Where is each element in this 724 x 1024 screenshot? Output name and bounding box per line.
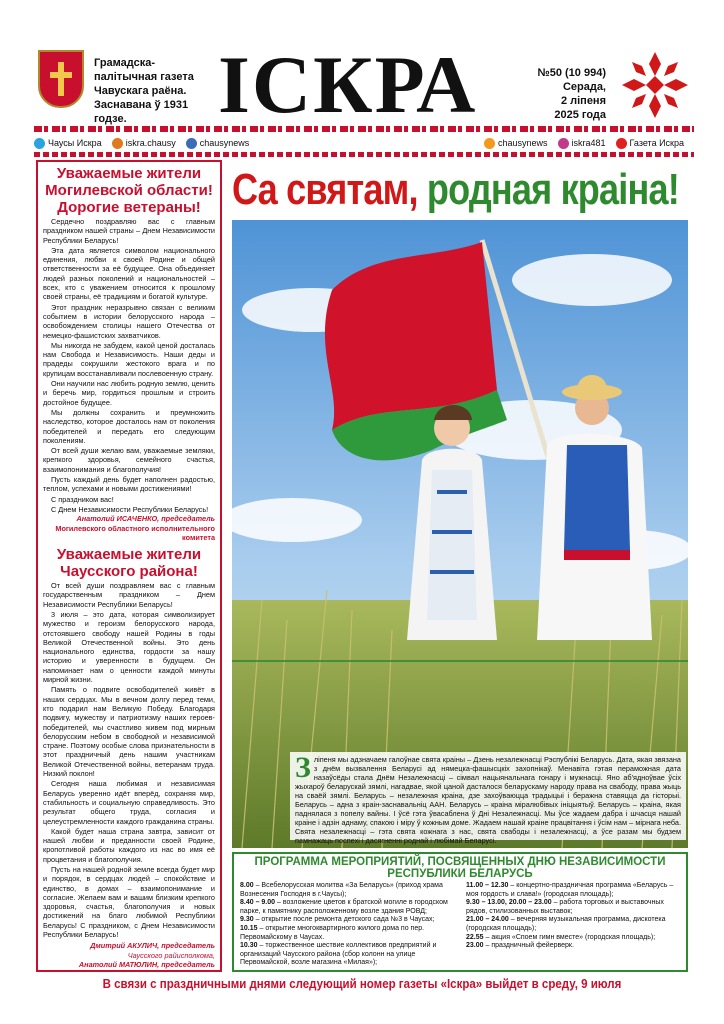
program-item: 10.15 – открытие многоквартирного жилого дома по пер. Первомайскому в Чаусах.	[240, 924, 425, 941]
next-issue-notice: В связи с праздничными днями следующий номер газеты «Іскра» выйдет в среду, 9 июля	[102, 977, 622, 991]
social-instagram[interactable]: iskra481	[558, 138, 606, 149]
social-odnoklassniki[interactable]: chausynews	[484, 138, 548, 149]
issue-date: 2 ліпеня	[560, 95, 606, 107]
photo-caption	[290, 751, 686, 845]
bottom-ornament-stripe	[34, 152, 694, 157]
letter1-signature-title: Могилевского областного исполнительного комитета	[55, 523, 215, 542]
greetings-column	[36, 160, 222, 972]
program-item: 9.30 – открытие после ремонта детского сада №3 в Чаусах;	[240, 916, 435, 924]
caption-dropcap: З	[295, 751, 311, 784]
social-telegram[interactable]: Чаусы Искра	[34, 138, 102, 149]
masthead	[30, 40, 700, 130]
events-program	[232, 852, 688, 972]
headline-part1: Са святам,	[232, 165, 427, 214]
publisher-info: Грамадска-палітычная газета Чавускага раёна. Заснавана ў 1931 годзе.	[94, 57, 194, 125]
letter1-signature-name: Анатолий ИСАЧЕНКО, председатель	[76, 514, 215, 524]
headline-part2: родная краіна!	[426, 165, 679, 214]
issue-weekday: Серада,	[562, 81, 606, 93]
newspaper-title	[218, 39, 478, 130]
letter2-signatures: Дмитрий АКУЛИЧ, председатель Чаусского райисполкома, Анатолий МАТЮЛИН, председатель	[78, 941, 215, 969]
social-bar	[34, 134, 694, 152]
program-item: 9.30 – 13.00, 20.00 – 23.00 – работа торговых и выставочных рядов, стилизованных выставок;	[466, 899, 664, 915]
belarusian-ornament-icon	[620, 50, 690, 120]
issue-number: №50 (10 994)	[537, 67, 606, 79]
letter2-body: От всей души поздравляем вас с главным государственным праздником – Днем Независимости Республики Беларусь! 3 июля – это дата, которая символизирует мужество и героизм белорусского народа, отстоявшего свободу нашей Родины в годы Великой Отечественной войны. Это день национального единства, гордости за нашу историю и уверенности в будущем. Он напоминает нам о ценности каждой минуты мирной жизни. Память о подвиге освободителей живёт в наших сердцах. Мы в вечном долгу перед теми, кто подарил нам Великую Победу. Благодаря подвигу, мужеству и патриотизму наших героев-победителей, мы счастливо живем под мирным белорусским небом в свободной и независимой стране. Поэтому особые слова признательности в этот праздничный день нашим участникам Великой Отечественной войны, ветеранам труда. Низкий поклон! Сегодня наша любимая и независимая Беларусь уверенно идёт вперёд, сохраняя мир, стабильность и социальную справедливость. Это результат общего труда, согласия и целеустремленности каждого гражданина страны. Какой будет наша страна завтра, зависит от нашей любви и преданности своей Родине, кропотливой работы каждого из нас во имя её процветания и благополучия. Пусть на нашей родной земле всегда будет мир и порядок, в сердцах людей – спокойствие и единство, в домах – взаимопонимание и согласие. Желаем вам и вашим близким крепкого здоровья, счастья, благополучия и новых достижений на благо любимой Республики Беларусь! С праздником, с Днем Независимости Республики Беларусь!	[43, 581, 215, 940]
program-title: ПРОГРАММА МЕРОПРИЯТИЙ, ПОСВЯЩЕННЫХ ДНЮ НЕЗАВИСИМОСТИ РЕСПУБЛИКИ БЕЛАРУСЬ	[254, 856, 666, 880]
newspaper-title-text: ІСКРА	[218, 39, 478, 130]
program-item: 8.40 – 9.00 – возложение цветов к братской могиле в городском парке, к памятнику расположенному возле здания РОВД;	[240, 899, 448, 915]
issue-year: 2025 года	[554, 109, 606, 121]
coat-of-arms-icon	[38, 50, 84, 108]
vk-icon	[186, 138, 197, 149]
youtube-icon	[616, 138, 627, 149]
letter2-heading: Уважаемые жители Чаусского района!	[56, 546, 202, 581]
letter1-heading: Уважаемые жители Могилевской области! Дорогие ветераны!	[45, 165, 213, 216]
issue-info	[526, 66, 606, 122]
social-mail[interactable]: iskra.chausy	[112, 138, 176, 149]
caption-text: ліпеня мы адзначаем галоўнае свята краіны – Дзень незалежнасці Рэспублікі Беларусь. Дата, якая звязана з днём вызвалення Беларусі ад нямецка-фашысцкіх захопнікаў. Менавіта гэтая пераможная дата назаўсёды стала Днём Незалежнасці – сімвал нацыянальнага гонару і мужнасці. Яно аб'ядноўвае ўсіх жыхароў беларускай зямлі, нагадвае, якой цаной дасталося беларускаму народу права на свабоду, права жыць на сваёй зямлі. Беларусь – незалежная краіна, дзе захоўваюцца традыцыі і беражна ставяцца да гісторыі. Беларусь – адна з краін-заснавальніц ААН. Беларусь – краіна міралюбівых ініцыятыў. Беларусь – краіна, якая паднялася з попелу вайны. І ўсё гэта ўвасаблена ў Дні Незалежнасці. Мы ўсе жадаем дабра і шчасця нашай краіне і адзін аднаму, спакою і міру ў кожным доме. Жадаем нашай краіне працвітання і ўсім нам – мірнага неба. Свята незалежнасці – гэта свята кожнага з нас, свята свабоды і незалежнасці, а ўсе разам мы будзем памнажаць поспехі і дасягненні роднай і любімай Беларусі.	[295, 755, 681, 845]
social-vk[interactable]: chausynews	[186, 138, 250, 149]
letter1-body: Сердечно поздравляю вас с главным праздником нашей страны – Днем Независимости Республики Беларусь! Эта дата является символом национального единения, любви к своей Родине и общей ответственности за её будущее. Она объединяет людей разных поколений и национальностей – всех, кто с уважением относится к прошлому своей страны, её традициям и богатой культуре. Этот праздник неразрывно связан с великим событием в истории белорусского народа – освобождением столицы нашего Отечества от немецко-фашистских захватчиков. Мы никогда не забудем, какой ценой досталась нам Свобода и Независимость. Наши деды и прадеды сокрушили жестокого врага и по крупицам восстанавливали послевоенную страну. Они научили нас любить родную землю, ценить и беречь мир, гордиться прошлым и строить достойное будущее. Мы должны сохранить и преумножить наследство, которое досталось нам от поколения победителей и передать его следующим поколениям. От всей души желаю вам, уважаемые земляки, крепкого здоровья, семейного счастья, взаимопонимания и благополучия! Пусть каждый день будет наполнен радостью, теплом, успехами и новыми достижениями! С праздником вас! С Днем Независимости Республики Беларусь!	[43, 217, 215, 514]
program-item: 21.00 – 24.00 – вечерняя музыкальная программа, дискотека (городская площадь);	[466, 916, 666, 932]
main-headline	[232, 162, 679, 218]
program-right-column	[466, 882, 680, 968]
program-item: 8.00 – Всебелорусская молитва «За Беларусь» (приход храма Вознесения Господня в г.Чаусы);	[240, 882, 443, 898]
program-item: 22.55 – акция «Споем гимн вместе» (городская площадь);	[466, 933, 656, 941]
mail-icon	[112, 138, 123, 149]
instagram-icon	[558, 138, 569, 149]
odnoklassniki-icon	[484, 138, 495, 149]
social-youtube[interactable]: Газета Искра	[616, 138, 684, 149]
program-item: 11.00 – 12.30 – концертно-праздничная программа «Беларусь – моя гордость и слава!» (городская площадь);	[466, 882, 674, 898]
program-left-column	[240, 882, 454, 968]
program-item: 23.00 – праздничный фейерверк.	[466, 942, 574, 950]
program-item: 10.30 – торжественное шествие коллективов предприятий и организаций Чаусского района (сбор колонн на улице Первомайской, возле магазина «Милая»);	[240, 942, 437, 967]
telegram-icon	[34, 138, 45, 149]
